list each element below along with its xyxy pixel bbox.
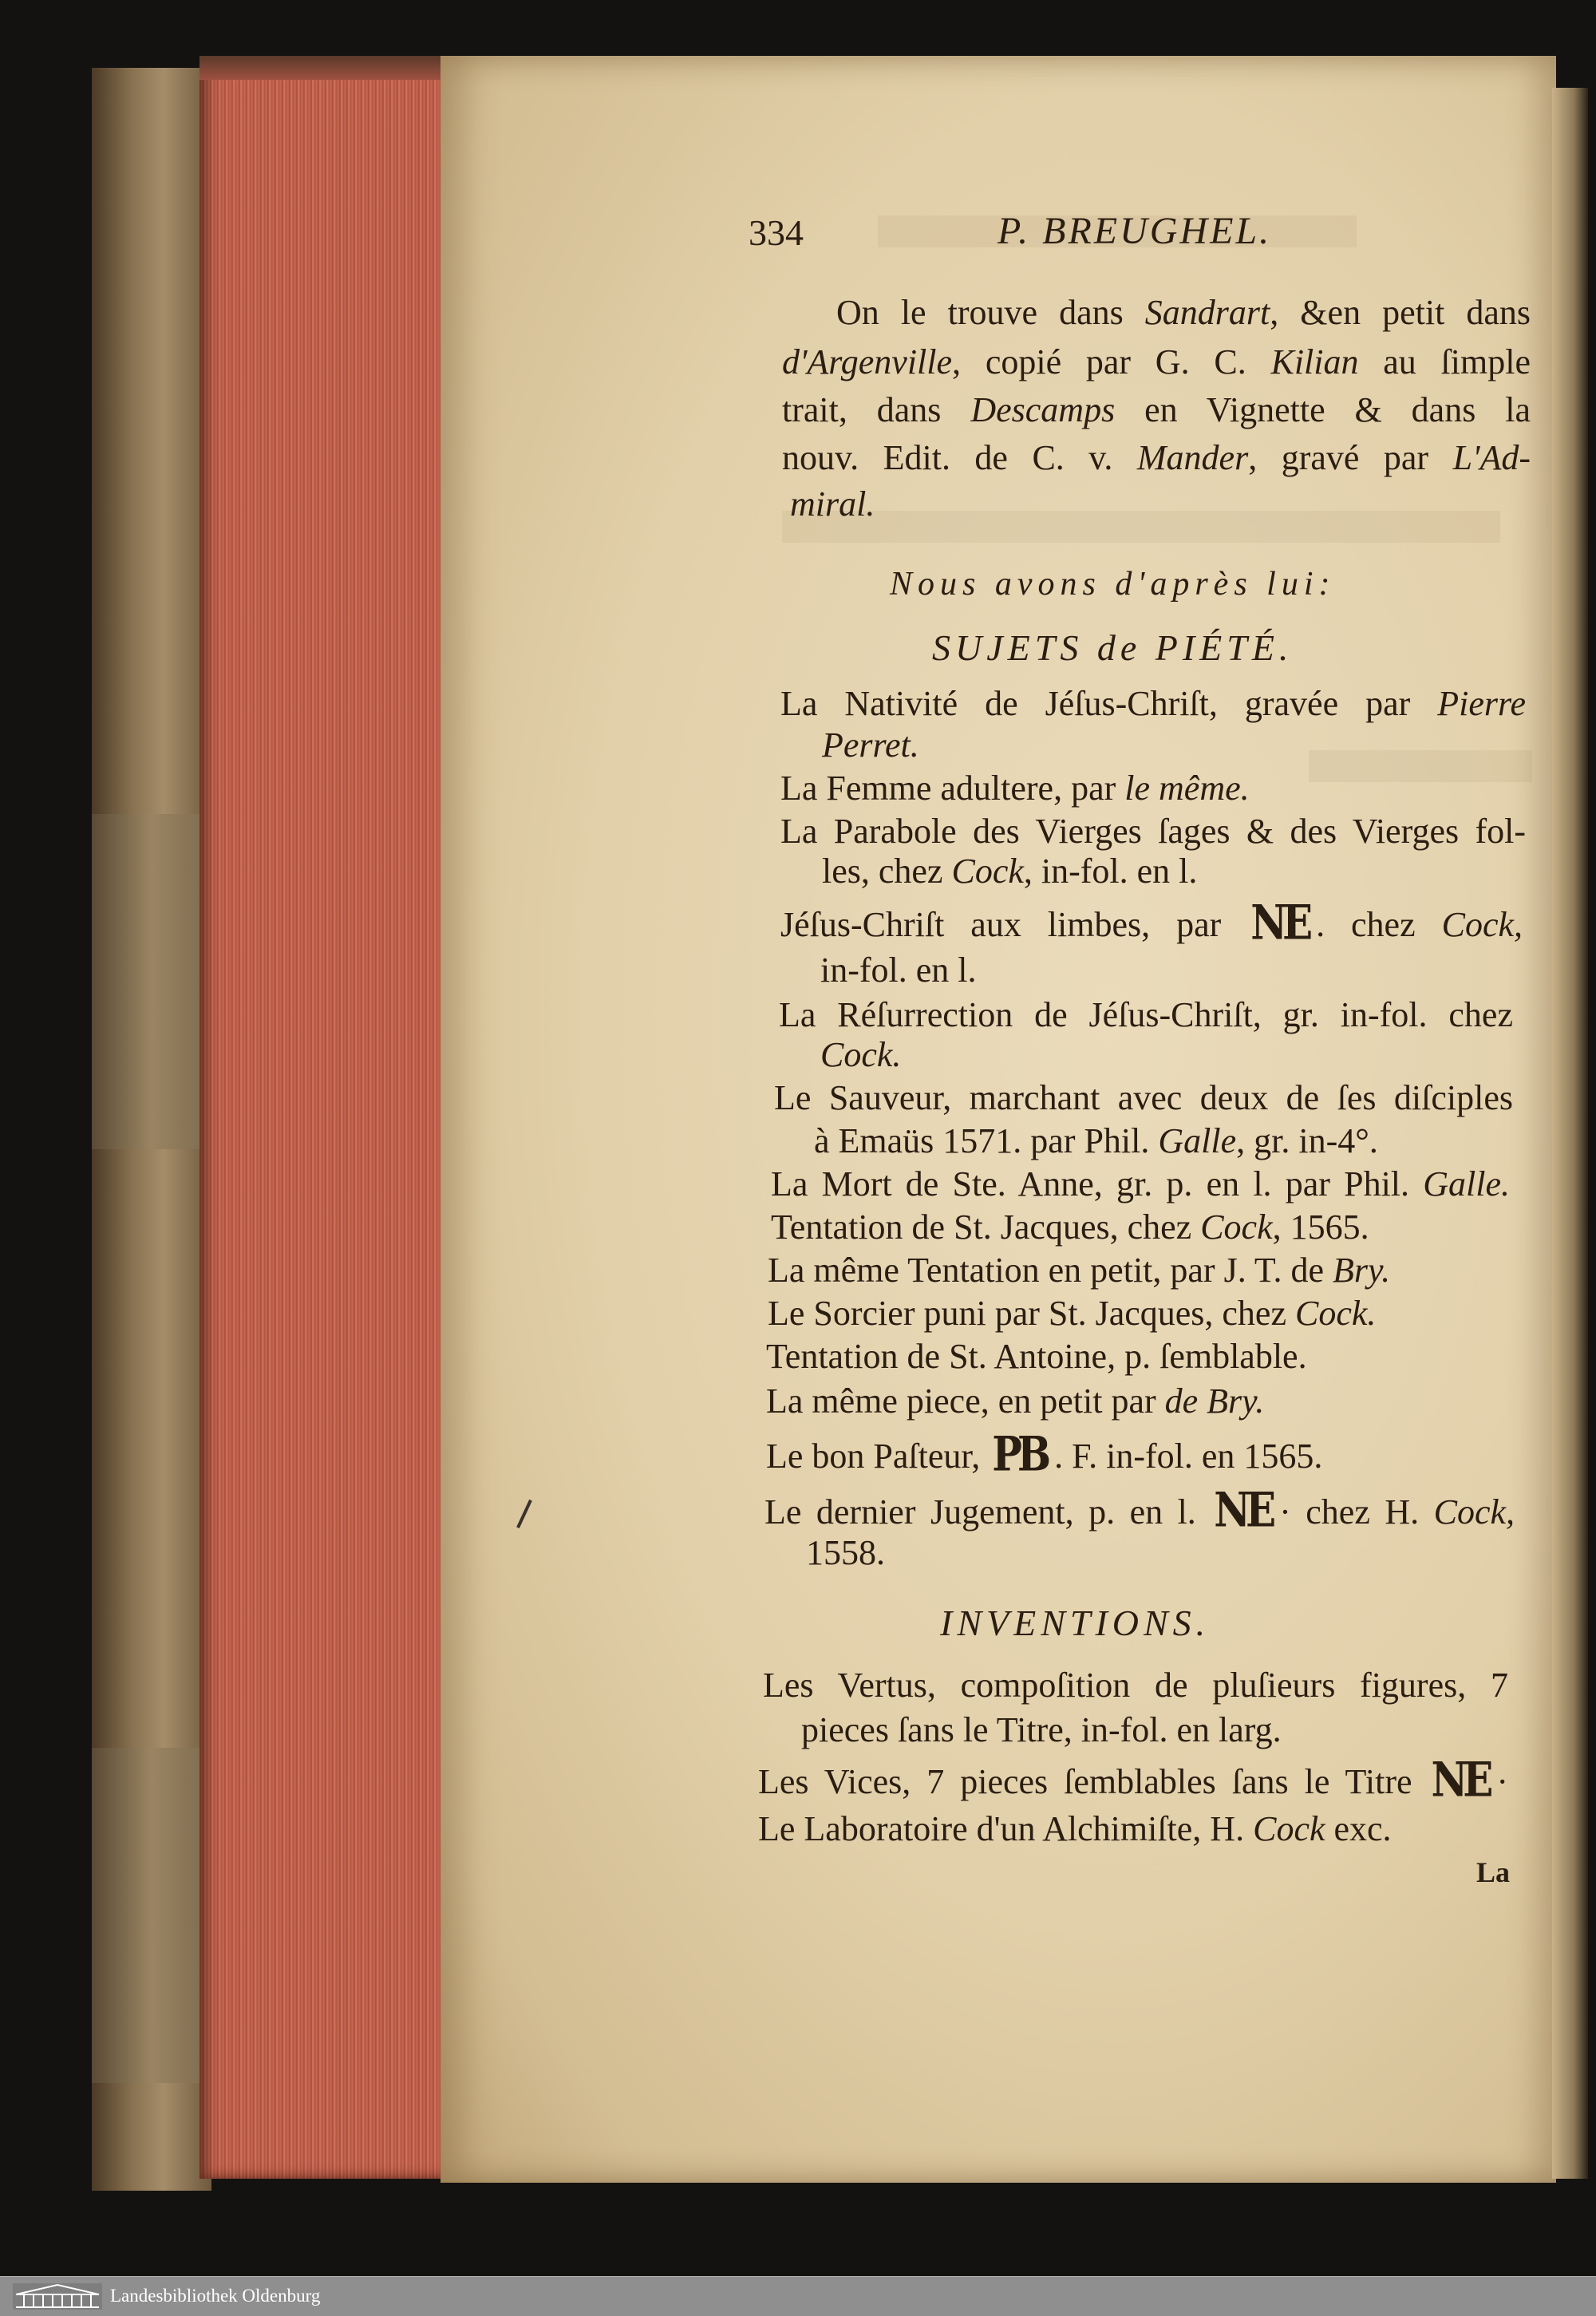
italic-run: Perret.: [822, 725, 919, 765]
text-run: , in-fol. en l.: [1023, 852, 1198, 891]
catchword: La: [1476, 1856, 1511, 1888]
footer-library-name: Landesbibliothek Oldenburg: [110, 2286, 321, 2306]
text-run: On le trouve dans: [836, 293, 1145, 332]
intro-line: [782, 342, 1531, 383]
entry-line: [758, 1808, 1392, 1850]
entry-line: [768, 1250, 1390, 1291]
entry-line: [780, 683, 1526, 725]
entry-line: [822, 851, 1197, 892]
engraver-monogram: PB: [992, 1425, 1047, 1482]
text-run: Le dernier Jugement, p. en l.: [764, 1492, 1211, 1531]
entry-line: [764, 1481, 1515, 1538]
italic-run: Cock: [1253, 1809, 1325, 1848]
text-run: pieces ſans le Titre, in-fol. en larg.: [801, 1710, 1282, 1749]
italic-run: Bry.: [1333, 1251, 1391, 1290]
text-run: La Mort de Ste. Anne, gr. p. en l. par Phil.: [771, 1164, 1424, 1203]
entry-line: [766, 1381, 1264, 1422]
text-run: La Parabole des Vierges ſages & des Vierges fol-: [780, 812, 1526, 851]
italic-run: Cock: [1200, 1207, 1273, 1247]
page-block-top: [200, 56, 479, 80]
running-head: P. BREUGHEL.: [998, 210, 1272, 252]
subheading: Nous avons d'après lui:: [890, 566, 1336, 603]
text-run: Les Vertus, compoſition de pluſieurs figures, 7: [763, 1666, 1508, 1705]
text-run: à Emaüs 1571. par Phil.: [814, 1121, 1159, 1160]
text-run: , 1565.: [1272, 1207, 1369, 1247]
text-run: , copié par G. C.: [952, 342, 1271, 381]
italic-run: Pierre: [1437, 684, 1526, 723]
entry-line: [780, 894, 1523, 951]
italic-run: Kilian: [1270, 342, 1359, 381]
entry-line: [801, 1709, 1282, 1751]
text-run: , gr. in-4°.: [1236, 1121, 1378, 1160]
text-run: en Vignette & dans la: [1115, 390, 1531, 429]
entry-line: [780, 768, 1250, 809]
italic-run: le même.: [1124, 769, 1250, 808]
text-run: Jéſus-Chriſt aux limbes, par: [780, 905, 1248, 944]
italic-run: Sandrart: [1144, 293, 1270, 332]
spine-band: [92, 1748, 211, 2083]
text-run: Le Sorcier puni par St. Jacques, chez: [768, 1294, 1295, 1333]
section-title: SUJETS de PIÉTÉ.: [932, 627, 1294, 668]
show-through: [782, 511, 1500, 543]
text-run: La même Tentation en petit, par J. T. de: [768, 1251, 1333, 1290]
library-building-icon: [13, 2283, 102, 2310]
text-run: Le bon Paſteur,: [766, 1437, 990, 1476]
engraver-monogram: NE: [1250, 894, 1309, 951]
intro-line: [790, 484, 875, 525]
text-run: trait, dans: [782, 390, 971, 429]
italic-run: Galle.: [1423, 1164, 1510, 1203]
text-run: , gravé par: [1248, 438, 1453, 477]
entry-line: [771, 1164, 1510, 1205]
engraver-monogram: NE: [1214, 1481, 1272, 1538]
intro-line: [782, 437, 1531, 479]
italic-run: Cock.: [820, 1035, 902, 1074]
text-run: Tentation de St. Antoine, p. ſemblable.: [766, 1337, 1307, 1376]
text-run: La Femme adultere, par: [780, 769, 1125, 808]
entry-line: [766, 1336, 1307, 1377]
text-run: . chez: [1316, 905, 1442, 944]
text-run: 1558.: [806, 1533, 885, 1572]
italic-run: Cock,: [1433, 1492, 1515, 1531]
page-curl-edge: [1552, 88, 1588, 2179]
entry-line: [766, 1425, 1323, 1482]
entry-line: [771, 1207, 1369, 1248]
page-number: 334: [749, 212, 804, 253]
entry-line: [758, 1751, 1508, 1808]
text-run: · chez H.: [1279, 1492, 1434, 1531]
entry-line: [780, 811, 1526, 852]
italic-run: Galle: [1158, 1121, 1237, 1160]
page-block-edge: [200, 64, 479, 2179]
text-run: Le Sauveur, marchant avec deux de ſes diſciples: [774, 1078, 1513, 1117]
italic-run: miral.: [790, 484, 875, 524]
intro-line: [782, 389, 1531, 431]
entry-line: [768, 1293, 1376, 1334]
text-run: exc.: [1325, 1809, 1392, 1848]
italic-run: Descamps: [970, 390, 1116, 429]
spine-band: [92, 814, 211, 1149]
text-run: Le Laboratoire d'un Alchimiſte, H.: [758, 1809, 1254, 1848]
text-run: Les Vices, 7 pieces ſemblables ſans le Titre: [758, 1762, 1428, 1801]
text-run: in-fol. en l.: [820, 951, 977, 990]
italic-run: L'Ad-: [1452, 438, 1531, 477]
entry-line: [779, 994, 1513, 1036]
entry-line: [806, 1532, 885, 1574]
entry-line: [763, 1665, 1508, 1706]
engraver-monogram: NE: [1431, 1751, 1489, 1808]
italic-run: d'Argenville: [782, 342, 953, 381]
text-run: ·: [1496, 1762, 1508, 1801]
italic-run: Mander: [1136, 438, 1249, 477]
intro-line: [836, 292, 1531, 334]
show-through: [1309, 750, 1532, 782]
text-run: , &en petit dans: [1270, 293, 1531, 332]
text-run: au ſimple: [1358, 342, 1531, 381]
entry-line: [814, 1120, 1378, 1162]
entry-line: [822, 725, 919, 766]
text-run: La Nativité de Jéſus-Chriſt, gravée par: [780, 684, 1438, 723]
text-run: nouv. Edit. de C. v.: [782, 438, 1137, 477]
text-run: les, chez: [822, 852, 952, 891]
italic-run: Cock: [951, 852, 1024, 891]
text-run: La même piece, en petit par: [766, 1381, 1165, 1421]
italic-run: de Bry.: [1164, 1381, 1265, 1421]
text-run: La Réſurrection de Jéſus-Chriſt, gr. in-fol. chez: [779, 995, 1513, 1034]
text-run: Tentation de St. Jacques, chez: [771, 1207, 1201, 1247]
entry-line: [820, 950, 977, 991]
italic-run: Cock,: [1441, 905, 1523, 944]
entry-line: [774, 1077, 1513, 1119]
entry-line: [820, 1034, 901, 1076]
italic-run: Cock.: [1295, 1294, 1377, 1333]
footer-bar: [0, 2276, 1596, 2316]
text-run: . F. in-fol. en 1565.: [1054, 1437, 1323, 1476]
section-title: INVENTIONS.: [940, 1603, 1211, 1643]
